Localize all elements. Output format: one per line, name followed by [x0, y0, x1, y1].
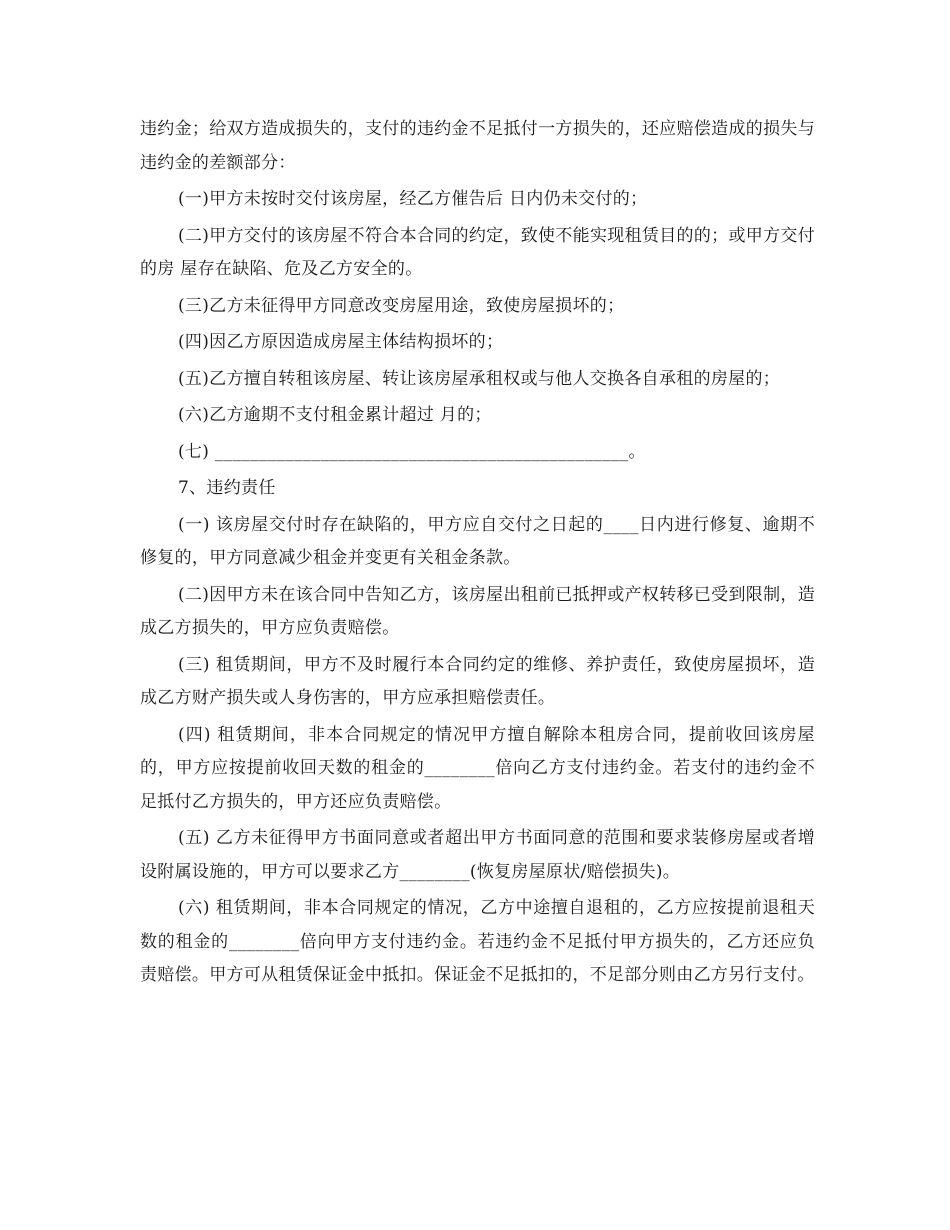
paragraph-clause-7: (七) _______________________________________________。 — [178, 441, 646, 462]
paragraph-clause-5: (五)乙方擅自转租该房屋、转让该房屋承租权或与他人交换各自承租的房屋的； — [178, 368, 781, 389]
paragraph-penalty-intro: 违约金；给双方造成损失的，支付的违约金不足抵付一方损失的，还应赔偿造成的损失与违约金的差额部分： — [140, 119, 815, 173]
paragraph-liability-4: (四) 租赁期间，非本合同规定的情况甲方擅自解除本租房合同，提前收回该房屋的，甲方应按提前收回天数的租金的________倍向乙方支付违约金。若支付的违约金不足抵付乙方损失的，甲方还应负责赔偿。 — [140, 724, 815, 812]
paragraph-clause-3: (三)乙方未征得甲方同意改变房屋用途，致使房屋损坏的； — [178, 295, 625, 316]
paragraph-liability-2: (二)因甲方未在该合同中告知乙方，该房屋出租前已抵押或产权转移已受到限制，造成乙方损失的，甲方应负责赔偿。 — [140, 584, 815, 638]
section-heading-breach-liability: 7、违约责任 — [178, 478, 276, 498]
paragraph-clause-4: (四)因乙方原因造成房屋主体结构损坏的； — [178, 332, 504, 352]
paragraph-clause-2: (二)甲方交付的该房屋不符合本合同的约定，致使不能实现租赁目的的；或甲方交付的房 屋存在缺陷、危及乙方安全的。 — [140, 225, 815, 279]
paragraph-liability-3: (三) 租赁期间，甲方不及时履行本合同约定的维修、养护责任，致使房屋损坏，造成乙方财产损失或人身伤害的，甲方应承担赔偿责任。 — [140, 654, 815, 708]
paragraph-liability-1: (一) 该房屋交付时存在缺陷的，甲方应自交付之日起的____日内进行修复、逾期不修复的，甲方同意减少租金并变更有关租金条款。 — [140, 514, 815, 568]
paragraph-clause-1: (一)甲方未按时交付该房屋，经乙方催告后 日内仍未交付的； — [178, 189, 648, 209]
paragraph-liability-6: (六) 租赁期间，非本合同规定的情况，乙方中途擅自退租的，乙方应按提前退租天数的租金的________倍向甲方支付违约金。若违约金不足抵付甲方损失的，乙方还应负责赔偿。甲方可从租赁保证金中抵扣。保证金不足抵扣的，不足部分则由乙方另行支付。 — [140, 898, 815, 985]
paragraph-clause-6: (六)乙方逾期不支付租金累计超过 月的； — [178, 405, 492, 425]
paragraph-liability-5: (五) 乙方未征得甲方书面同意或者超出甲方书面同意的范围和要求装修房屋或者增设附属设施的，甲方可以要求乙方________(恢复房屋原状/赔偿损失)。 — [140, 828, 815, 882]
document-body — [140, 113, 815, 993]
